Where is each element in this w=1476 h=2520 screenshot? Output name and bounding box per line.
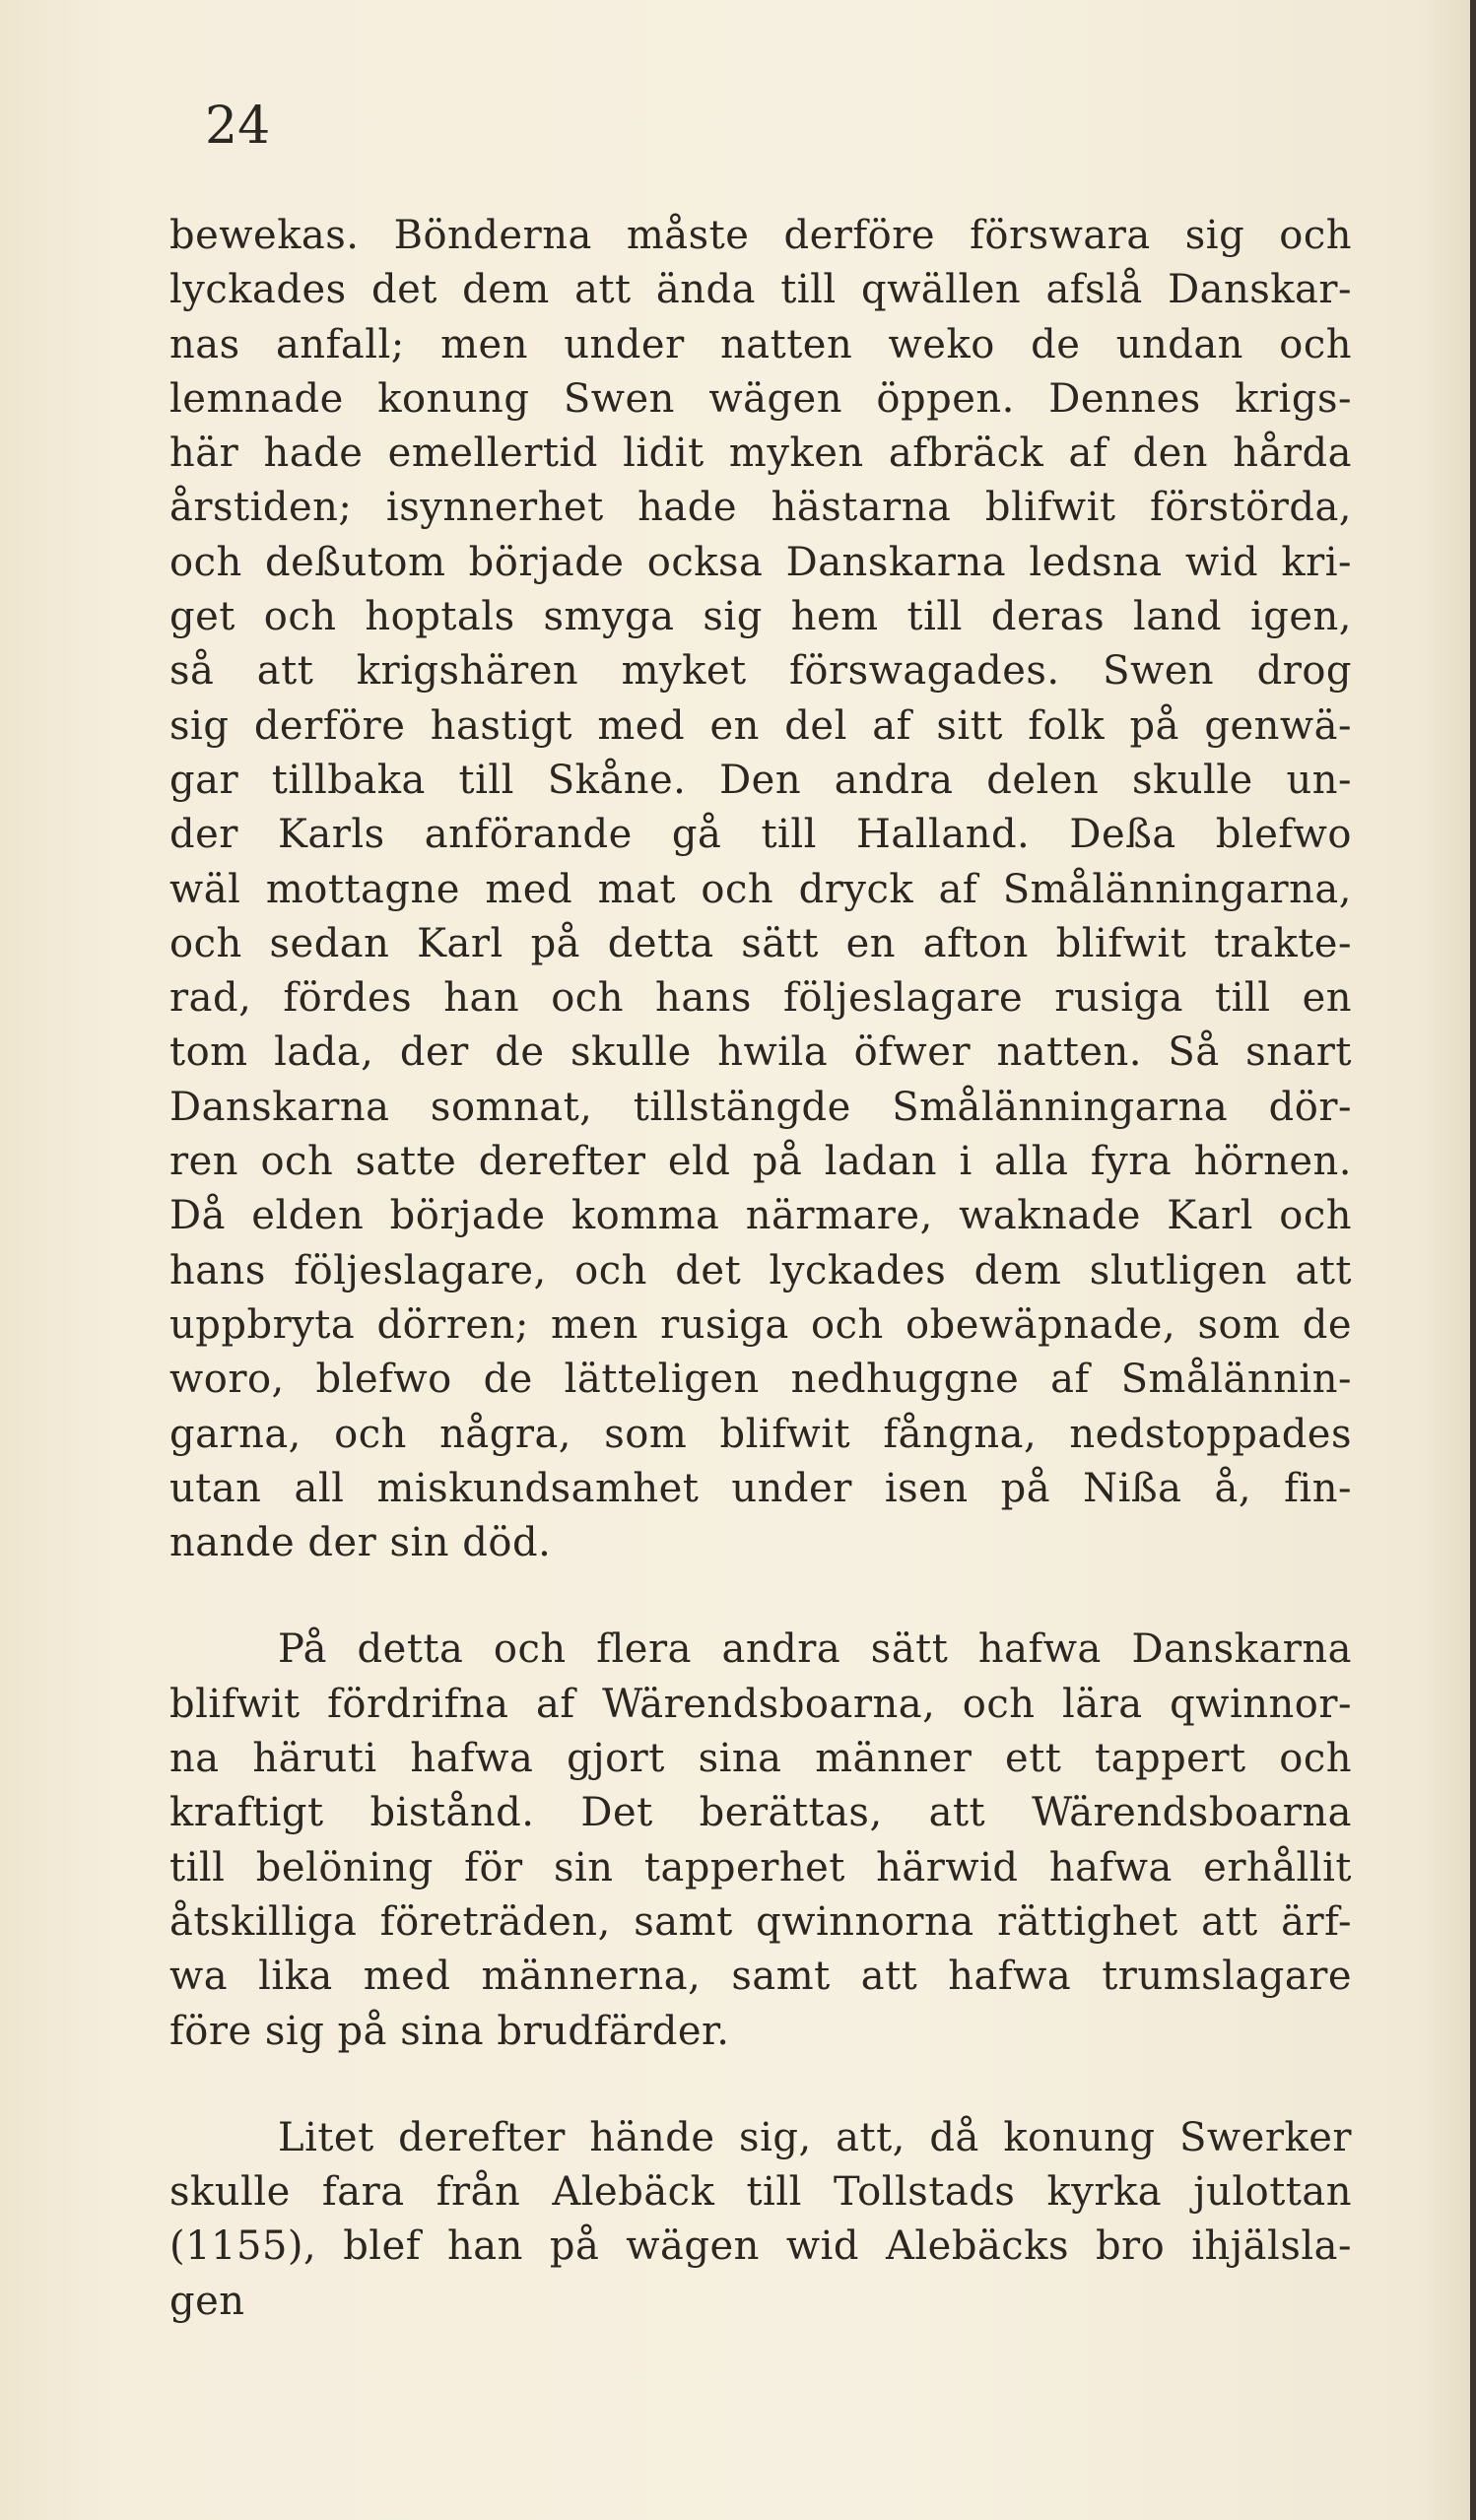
text-line: garna, och några, som blifwit fångna, nedstoppades xyxy=(169,1411,1352,1457)
text-line: gar tillbaka till Skåne. Den andra delen skulle un- xyxy=(169,757,1352,803)
text-line: skulle fara från Alebäck till Tollstads kyrka julottan xyxy=(169,2169,1352,2216)
paragraph-spacer xyxy=(169,2059,1352,2111)
text-line: woro, blefwo de lätteligen nedhuggne af Smålännin- xyxy=(169,1357,1352,1403)
text-line: bewekas. Bönderna måste derföre förswara sig och xyxy=(169,213,1352,258)
text-line: Litet derefter hände sig, att, då konung Swerker xyxy=(278,2114,1352,2160)
paragraph-2 xyxy=(169,1623,1352,2058)
text-line: der Karls anförande gå till Halland. Deßa blefwo xyxy=(169,812,1352,858)
text-line: före sig på sina brudfärder. xyxy=(169,2008,730,2054)
text-line: Danskarna somnat, tillstängde Smålänningarna dör- xyxy=(169,1084,1352,1130)
paragraph-1 xyxy=(169,209,1352,1570)
text-line: nas anfall; men under natten weko de undan och xyxy=(169,321,1352,367)
text-line: På detta och flera andra sätt hafwa Danskarna xyxy=(278,1626,1352,1673)
text-line: lyckades det dem att ända till qwällen afslå Danskar- xyxy=(169,267,1352,313)
text-line: wäl mottagne med mat och dryck af Smålänningarna, xyxy=(169,866,1352,912)
paragraph-3 xyxy=(169,2111,1352,2329)
text-line: så att krigshären myket förswagades. Swen drog xyxy=(169,648,1352,695)
text-line: och sedan Karl på detta sätt en afton blifwit trakte- xyxy=(169,920,1352,966)
text-line: blifwit fördrifna af Wärendsboarna, och lära qwinnor- xyxy=(169,1681,1352,1727)
text-line: uppbryta dörren; men rusiga och obewäpnade, som de xyxy=(169,1301,1352,1348)
text-line: utan all miskundsamhet under isen på Nißa å, fin- xyxy=(169,1465,1352,1511)
page-edge-shadow xyxy=(1470,0,1476,2520)
text-line: lemnade konung Swen wägen öppen. Dennes krigs- xyxy=(169,375,1352,422)
text-line: här hade emellertid lidit myken afbräck af den hårda xyxy=(169,431,1352,477)
text-line: Då elden började komma närmare, waknade Karl och xyxy=(169,1193,1352,1239)
text-line: sig derföre hastigt med en del af sitt folk på genwä- xyxy=(169,702,1352,749)
text-line: rad, fördes han och hans följeslagare rusiga till en xyxy=(169,975,1352,1022)
text-line: (1155), blef han på wägen wid Alebäcks bro ihjälsla- xyxy=(169,2223,1352,2270)
text-line: tom lada, der de skulle hwila öfwer natten. Så snart xyxy=(169,1029,1352,1076)
text-line: hans följeslagare, och det lyckades dem slutligen att xyxy=(169,1247,1352,1293)
text-line: åtskilliga företräden, samt qwinnorna rättighet att ärf- xyxy=(169,1898,1352,1945)
text-line: till belöning för sin tapperhet härwid hafwa erhållit xyxy=(169,1844,1352,1890)
text-line: kraftigt bistånd. Det berättas, att Wärendsboarna xyxy=(169,1790,1352,1836)
text-line: årstiden; isynnerhet hade hästarna blifwit förstörda, xyxy=(169,485,1352,531)
text-line: na häruti hafwa gjort sina männer ett tappert och xyxy=(169,1736,1352,1782)
text-line: get och hoptals smyga sig hem till deras land igen, xyxy=(169,594,1352,640)
page-number: 24 xyxy=(205,97,271,156)
text-line: nande der sin död. xyxy=(169,1520,552,1566)
paragraph-spacer xyxy=(169,1570,1352,1623)
text-line: wa lika med männerna, samt att hafwa trumslagare xyxy=(169,1954,1352,2000)
text-line: och deßutom började ocksa Danskarna ledsna wid kri- xyxy=(169,539,1352,585)
text-line: ren och satte derefter eld på ladan i alla fyra hörnen. xyxy=(169,1139,1352,1185)
body-text xyxy=(169,209,1352,2329)
catchword: gen xyxy=(169,2278,245,2324)
